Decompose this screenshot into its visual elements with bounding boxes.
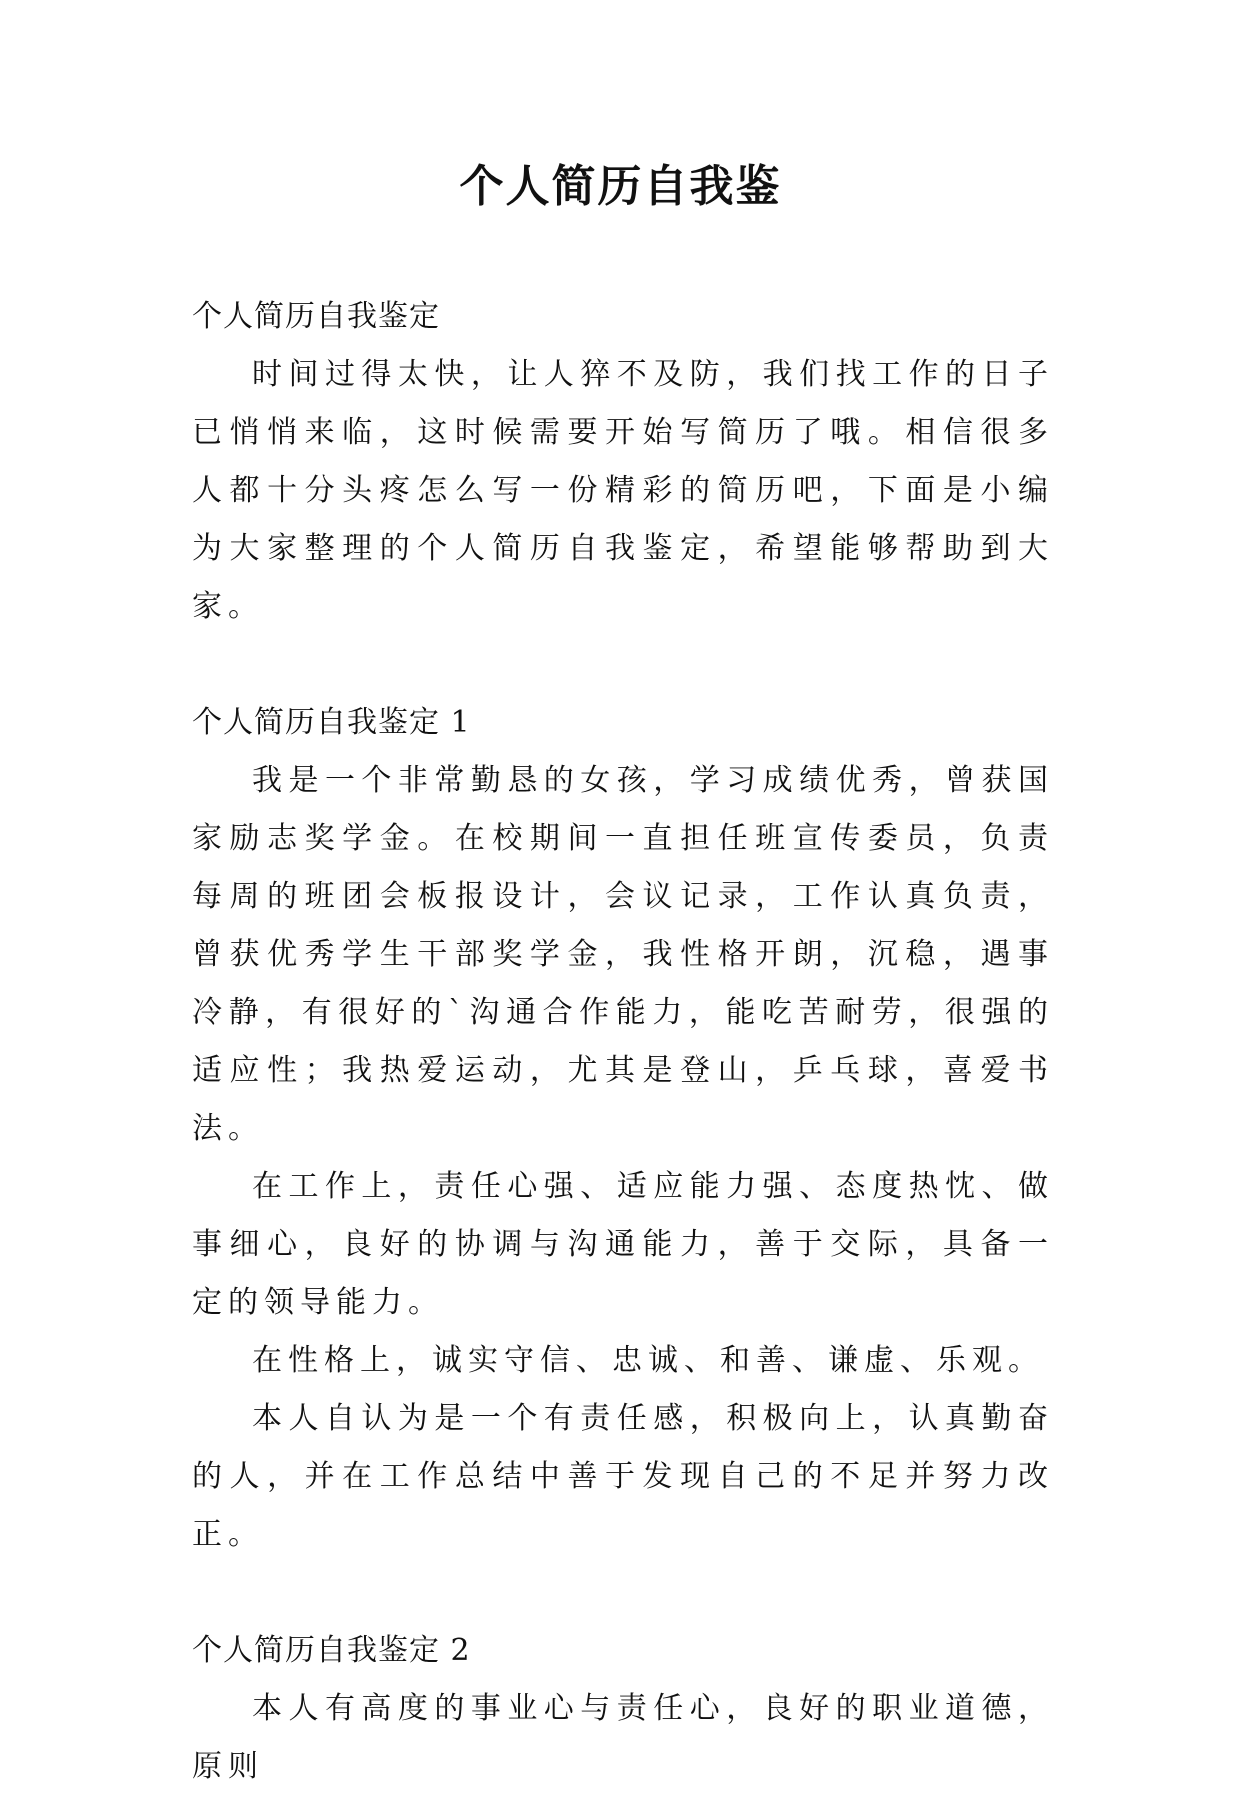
section1-paragraph: 在工作上，责任心强、适应能力强、态度热忱、做事细心，良好的协调与沟通能力，善于交际，具备一定的领导能力。 [192, 1169, 1054, 1320]
section1-paragraph: 我是一个非常勤恳的女孩，学习成绩优秀，曾获国家励志奖学金。在校期间一直担任班宣传委员，负责每周的班团会板报设计，会议记录，工作认真负责，曾获优秀学生干部奖学金，我性格开朗，沉稳，遇事冷静，有很好的`沟通合作能力，能吃苦耐劳，很强的适应性；我热爱运动，尤其是登山，乒乓球，喜爱书法。 [192, 763, 1054, 1146]
document-title: 个人简历自我鉴 [459, 161, 782, 212]
section1-paragraph: 在性格上，诚实守信、忠诚、和善、谦虚、乐观。 [252, 1343, 1044, 1378]
section-spacer [192, 1564, 1054, 1622]
section2-paragraph: 本人有高度的事业心与责任心，良好的职业道德，原则 [192, 1691, 1054, 1784]
section2-heading: 个人简历自我鉴定 2 [192, 1633, 471, 1668]
intro-paragraph: 时间过得太快，让人猝不及防，我们找工作的日子已悄悄来临，这时候需要开始写简历了哦。相信很多人都十分头疼怎么写一份精彩的简历吧，下面是小编为大家整理的个人简历自我鉴定，希望能够帮助到大家。 [192, 357, 1054, 624]
section-spacer [192, 636, 1054, 694]
document-body [192, 288, 1054, 1796]
section1-heading: 个人简历自我鉴定 1 [192, 705, 471, 740]
section1-paragraph: 本人自认为是一个有责任感，积极向上，认真勤奋的人，并在工作总结中善于发现自己的不足并努力改正。 [192, 1401, 1054, 1552]
intro-heading: 个人简历自我鉴定 [192, 299, 440, 334]
